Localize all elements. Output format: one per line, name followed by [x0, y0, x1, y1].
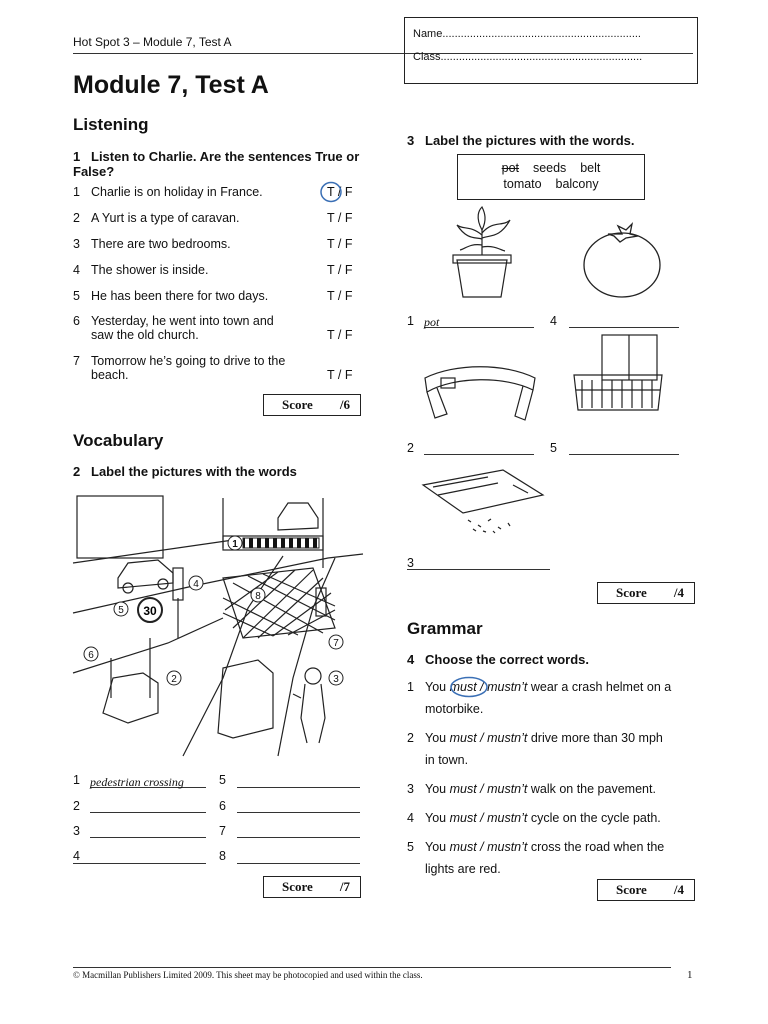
answer-circle-icon — [450, 676, 490, 698]
answer-number: 5 — [219, 773, 226, 787]
running-title: Hot Spot 3 – Module 7, Test A — [73, 35, 232, 49]
listening-heading: Listening — [73, 115, 149, 134]
item-number: 2 — [73, 211, 80, 225]
grammar-heading: Grammar — [407, 619, 483, 638]
q3-score-box — [597, 582, 695, 604]
item-number: 3 — [407, 782, 414, 796]
true-false-choice[interactable]: T / F — [327, 237, 353, 251]
grammar-sentence — [425, 727, 663, 749]
answer-line[interactable] — [90, 798, 206, 813]
page-number: 1 — [687, 969, 693, 981]
answer-line[interactable] — [90, 773, 206, 788]
grammar-score-box — [597, 879, 695, 901]
page-title: Module 7, Test A — [73, 71, 269, 99]
word-box — [457, 154, 645, 200]
item-text: A Yurt is a type of caravan. — [91, 211, 240, 225]
q3-instruction: Label the pictures with the words. — [425, 133, 635, 148]
illustration-label: 5 — [118, 605, 124, 616]
word-line: tomato balcony — [503, 177, 599, 191]
illustration-label: 1 — [232, 539, 238, 550]
answer-number: 3 — [407, 556, 414, 570]
sentence-start: You — [425, 680, 450, 694]
q4-number: 4 — [407, 652, 415, 667]
answer-line[interactable] — [569, 313, 679, 328]
score-value: /4 — [673, 882, 684, 897]
answer-number: 4 — [550, 314, 557, 328]
answer-number: 8 — [219, 849, 226, 863]
item-number: 6 — [73, 314, 80, 328]
vocabulary-score-box — [263, 876, 361, 898]
item-text: There are two bedrooms. — [91, 237, 231, 251]
sentence-start: You — [425, 782, 450, 796]
answer-line[interactable] — [237, 849, 360, 864]
grammar-sentence-line2: motorbike. — [425, 702, 484, 716]
true-false-choice[interactable]: T / F — [327, 289, 353, 303]
true-false-choice[interactable]: T / F — [327, 368, 353, 382]
item-text: The shower is inside. — [91, 263, 209, 277]
q2-number: 2 — [73, 464, 81, 479]
answer-number: 5 — [550, 441, 557, 455]
q1-instruction: Listen to Charlie. Are the sentences True or False? — [73, 149, 360, 179]
illustration-label: 6 — [88, 650, 94, 661]
footer-rule — [73, 967, 671, 968]
vocabulary-heading: Vocabulary — [73, 431, 164, 450]
answer-line[interactable] — [424, 313, 534, 328]
belt-picture — [415, 348, 545, 428]
answer-number: 2 — [407, 441, 414, 455]
answer-number: 7 — [219, 824, 226, 838]
answer-line[interactable] — [237, 773, 360, 788]
answer-line[interactable] — [407, 555, 550, 570]
item-text: Yesterday, he went into town and — [91, 314, 274, 328]
q1-number: 1 — [73, 149, 81, 164]
score-label: Score — [282, 397, 313, 412]
item-text-line2: beach. — [91, 368, 129, 382]
answer-number: 4 — [73, 849, 80, 863]
q3-number: 3 — [407, 133, 415, 148]
must-mustnt-choice[interactable]: must / mustn’t — [449, 840, 528, 854]
answer-line[interactable] — [424, 440, 534, 455]
answer-text: pot — [424, 315, 440, 329]
answer-number: 1 — [73, 773, 80, 787]
answer-line[interactable] — [73, 849, 206, 864]
q2-instruction: Label the pictures with the words — [91, 464, 297, 479]
speed-sign-text: 30 — [143, 604, 157, 618]
answer-text: pedestrian crossing — [90, 775, 184, 789]
q4-instruction: Choose the correct words. — [425, 652, 589, 667]
must-mustnt-choice[interactable]: must / mustn’t — [449, 811, 528, 825]
true-false-choice[interactable]: T / F — [327, 211, 353, 225]
item-text: He has been there for two days. — [91, 289, 269, 303]
word: seeds — [532, 161, 567, 175]
item-number: 4 — [407, 811, 414, 825]
sentence-start: You — [425, 731, 450, 745]
sentence-start: You — [425, 840, 450, 854]
answer-number: 1 — [407, 314, 414, 328]
listening-score-box — [263, 394, 361, 416]
copyright-notice: © Macmillan Publishers Limited 2009. This sheet may be photocopied and used within the class. — [73, 970, 423, 980]
score-value: /7 — [339, 879, 350, 894]
must-mustnt-choice[interactable]: must / mustn’t — [449, 680, 528, 694]
street-scene-illustration — [73, 488, 363, 758]
name-class-box — [404, 17, 698, 84]
true-false-choice[interactable]: T / F — [327, 328, 353, 342]
answer-line[interactable] — [237, 798, 360, 813]
item-number: 5 — [73, 289, 80, 303]
illustration-label: 7 — [333, 638, 339, 649]
answer-line[interactable] — [237, 823, 360, 838]
grammar-sentence-line2: in town. — [425, 753, 469, 767]
item-text: Charlie is on holiday in France. — [91, 185, 263, 199]
item-number: 2 — [407, 731, 414, 745]
answer-line[interactable] — [90, 823, 206, 838]
item-number: 1 — [407, 680, 414, 694]
answer-line[interactable] — [569, 440, 679, 455]
item-number: 3 — [73, 237, 80, 251]
item-text-line2: saw the old church. — [91, 328, 199, 342]
illustration-label: 2 — [171, 674, 177, 685]
name-field[interactable]: Name................................................................. — [413, 28, 641, 40]
score-label: Score — [282, 879, 313, 894]
illustration-label: 3 — [333, 674, 339, 685]
sentence-end: cycle on the cycle path. — [527, 811, 661, 825]
score-value: /6 — [339, 397, 350, 412]
item-number: 7 — [73, 354, 80, 368]
seed-packet-picture — [418, 465, 548, 540]
grammar-sentence — [425, 836, 664, 858]
item-text: Tomorrow he’s going to drive to the — [91, 354, 286, 368]
sentence-end: walk on the pavement. — [527, 782, 656, 796]
score-value: /4 — [673, 585, 684, 600]
grammar-sentence — [425, 778, 656, 800]
item-number: 1 — [73, 185, 80, 199]
score-label: Score — [616, 585, 647, 600]
grammar-sentence — [425, 807, 661, 829]
sentence-start: You — [425, 811, 450, 825]
balcony-picture — [572, 330, 672, 420]
sentence-end: drive more than 30 mph — [527, 731, 663, 745]
true-false-choice[interactable]: T / F — [327, 185, 353, 199]
true-false-choice[interactable]: T / F — [327, 263, 353, 277]
answer-number: 6 — [219, 799, 226, 813]
tomato-picture — [580, 220, 670, 300]
must-mustnt-choice[interactable]: must / mustn’t — [449, 782, 528, 796]
item-number: 5 — [407, 840, 414, 854]
word-used: pot — [501, 161, 520, 175]
item-number: 4 — [73, 263, 80, 277]
word: belt — [580, 161, 601, 175]
illustration-label: 4 — [193, 579, 199, 590]
sentence-end: cross the road when the — [527, 840, 665, 854]
score-label: Score — [616, 882, 647, 897]
sentence-end: wear a crash helmet on a — [527, 680, 672, 694]
illustration-label: 8 — [255, 591, 261, 602]
must-mustnt-choice[interactable]: must / mustn’t — [449, 731, 528, 745]
flower-pot-picture — [445, 205, 525, 300]
answer-number: 2 — [73, 799, 80, 813]
class-field[interactable]: Class.................................................................. — [413, 51, 643, 63]
answer-circle-icon — [320, 181, 344, 203]
answer-number: 3 — [73, 824, 80, 838]
grammar-sentence-line2: lights are red. — [425, 862, 501, 876]
